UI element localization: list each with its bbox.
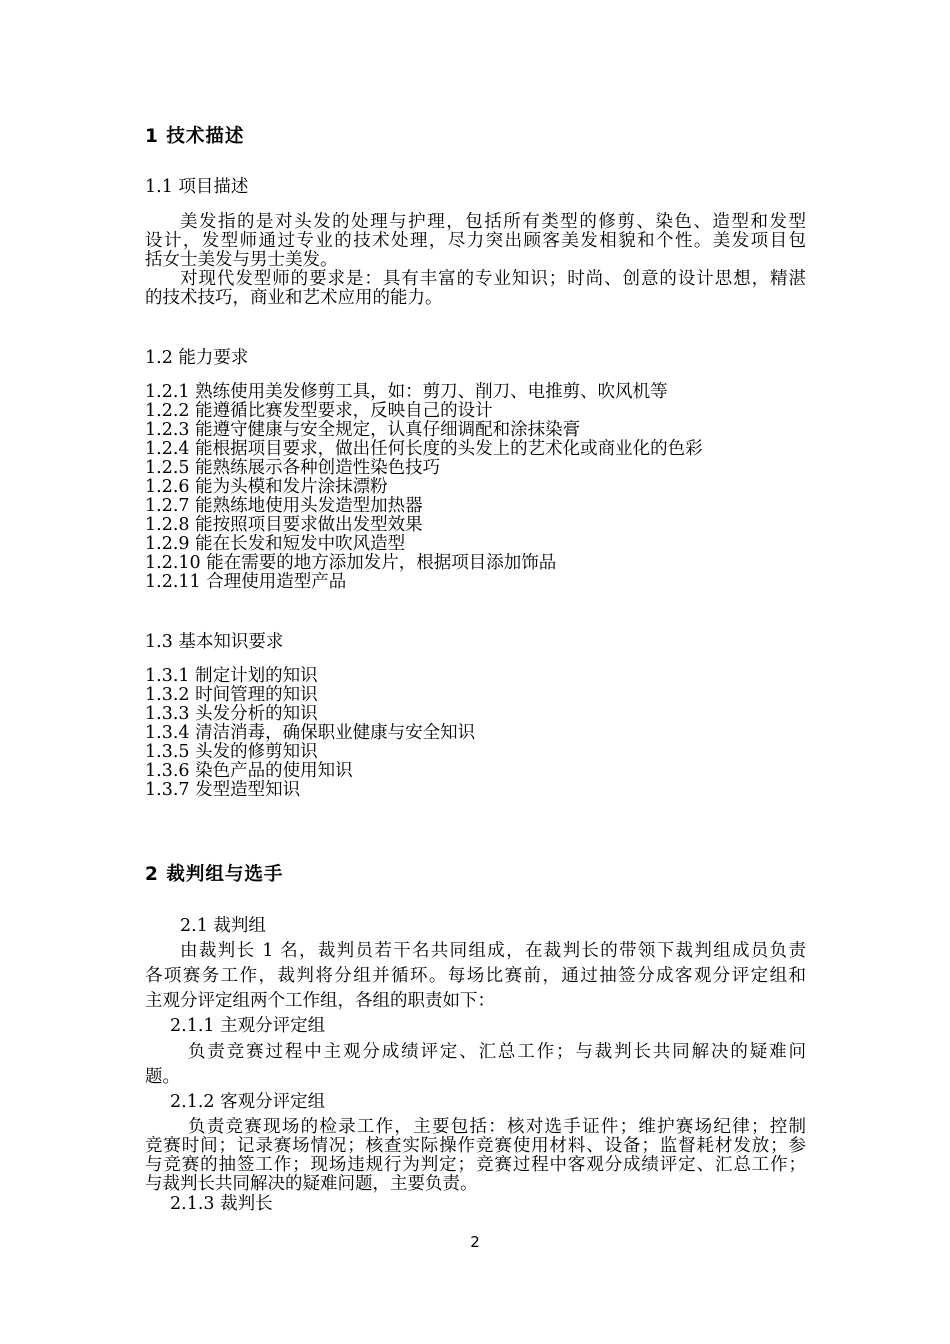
list-item: 1.2.4 能根据项目要求，做出任何长度的头发上的艺术化或商业化的色彩 [145,439,703,459]
paragraph-line: 与竞赛的抽签工作；现场违规行为判定；竞赛过程中客观分成绩评定、汇总工作； [145,1155,806,1175]
page-number: 2 [470,1233,480,1251]
section-1-1-heading: 1.1 项目描述 [145,177,249,197]
section-1-2-heading: 1.2 能力要求 [145,348,249,368]
paragraph-line: 题。 [145,1067,180,1087]
paragraph-line: 与裁判长共同解决的疑难问题，主要负责。 [145,1174,478,1194]
paragraph-line: 由裁判长 1 名，裁判员若干名共同组成，在裁判长的带领下裁判组成员负责 [180,941,806,961]
paragraph-line: 设计，发型师通过专业的技术处理，尽力突出顾客美发相貌和个性。美发项目包 [145,231,806,251]
list-item: 1.2.7 能熟练地使用头发造型加热器 [145,496,423,516]
list-item: 1.2.2 能遵循比赛发型要求，反映自己的设计 [145,401,493,421]
section-2-1-heading: 2.1 裁判组 [180,916,266,936]
section-1-3-heading: 1.3 基本知识要求 [145,632,284,652]
list-item: 1.2.9 能在长发和短发中吹风造型 [145,534,406,554]
paragraph-line: 主观分评定组两个工作组，各组的职责如下： [145,991,495,1011]
list-item: 1.3.6 染色产品的使用知识 [145,761,353,781]
section-2-1-3-heading: 2.1.3 裁判长 [170,1194,273,1214]
list-item: 1.3.4 清洁消毒，确保职业健康与安全知识 [145,723,476,743]
paragraph-line: 负责竞赛现场的检录工作，主要包括：核对选手证件；维护赛场纪律；控制 [188,1117,806,1137]
list-item: 1.2.11 合理使用造型产品 [145,572,347,592]
list-item: 1.2.10 能在需要的地方添加发片，根据项目添加饰品 [145,553,557,573]
section-2-heading: 2 裁判组与选手 [145,864,284,885]
list-item: 1.2.1 熟练使用美发修剪工具，如：剪刀、削刀、电推剪、吹风机等 [145,382,668,402]
list-item: 1.2.6 能为头模和发片涂抹漂粉 [145,477,388,497]
paragraph-line: 括女士美发与男士美发。 [145,250,338,270]
paragraph-line: 对现代发型师的要求是：具有丰富的专业知识；时尚、创意的设计思想，精湛 [180,269,806,289]
list-item: 1.3.5 头发的修剪知识 [145,742,318,762]
list-item: 1.2.5 能熟练展示各种创造性染色技巧 [145,458,441,478]
list-item: 1.3.7 发型造型知识 [145,780,301,800]
paragraph-line: 竞赛时间；记录赛场情况；核查实际操作竞赛使用材料、设备；监督耗材发放；参 [145,1136,806,1156]
paragraph-line: 负责竞赛过程中主观分成绩评定、汇总工作；与裁判长共同解决的疑难问 [188,1042,806,1062]
section-2-1-1-heading: 2.1.1 主观分评定组 [170,1016,326,1036]
list-item: 1.2.3 能遵守健康与安全规定，认真仔细调配和涂抹染膏 [145,420,581,440]
list-item: 1.2.8 能按照项目要求做出发型效果 [145,515,423,535]
section-2-1-2-heading: 2.1.2 客观分评定组 [170,1092,326,1112]
list-item: 1.3.1 制定计划的知识 [145,666,318,686]
paragraph-line: 美发指的是对头发的处理与护理，包括所有类型的修剪、染色、造型和发型 [180,212,806,232]
list-item: 1.3.2 时间管理的知识 [145,685,318,705]
paragraph-line: 的技术技巧，商业和艺术应用的能力。 [145,288,443,308]
section-1-heading: 1 技术描述 [145,126,245,147]
paragraph-line: 各项赛务工作，裁判将分组并循环。每场比赛前，通过抽签分成客观分评定组和 [145,966,806,986]
list-item: 1.3.3 头发分析的知识 [145,704,318,724]
